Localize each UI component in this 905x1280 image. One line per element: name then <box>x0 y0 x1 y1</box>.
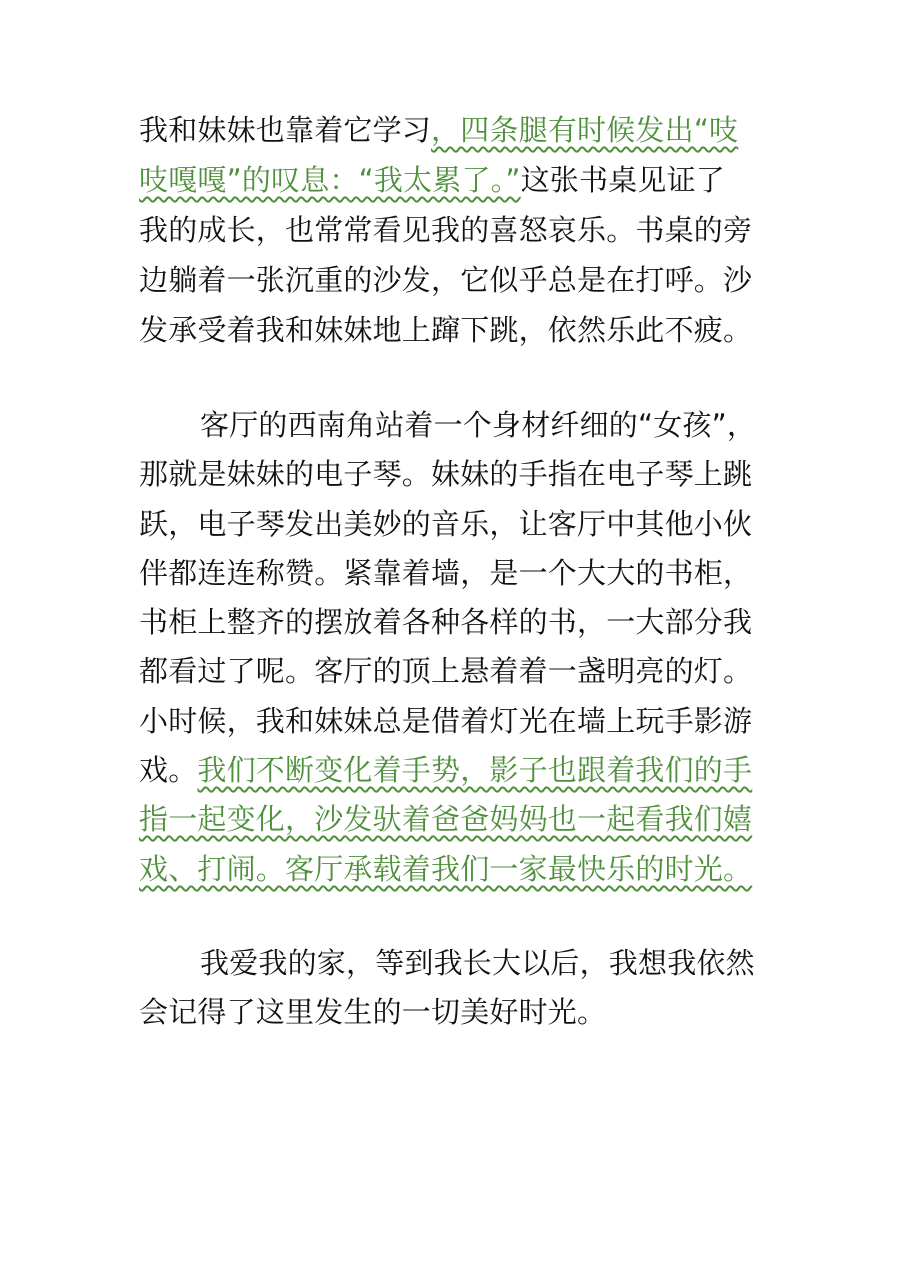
paragraph-2-line-4 <box>139 555 752 591</box>
paragraph-1-line-3 <box>139 212 752 248</box>
paragraph-2-line-5 <box>139 604 752 640</box>
paragraph-3-line-1 <box>200 945 755 981</box>
text-run: 客厅的西南角站着一个身材纤细的“女孩”， <box>200 408 757 442</box>
text-run: 伴都连连称赞。紧靠着墙，是一个大大的书柜， <box>139 556 753 590</box>
highlighted-text-run: 指一起变化，沙发驮着爸爸妈妈也一起看我们嬉 <box>139 802 753 836</box>
paragraph-2-line-2 <box>139 456 752 492</box>
text-run: 戏。 <box>139 753 198 787</box>
text-run: 我爱我的家，等到我长大以后，我想我依然 <box>200 946 755 980</box>
text-run: 书柜上整齐的摆放着各种各样的书，一大部分我 <box>139 605 753 639</box>
highlighted-text-run: 吱嘎嘎”的叹息：“我太累了。” <box>139 163 521 197</box>
text-run: 发承受着我和妹妹地上蹿下跳，依然乐此不疲。 <box>139 313 753 347</box>
paragraph-1-line-1 <box>139 112 738 148</box>
text-run: 跃，电子琴发出美妙的音乐，让客厅中其他小伙 <box>139 507 753 541</box>
paragraph-2-line-10 <box>139 851 752 887</box>
text-run: 小时候，我和妹妹总是借着灯光在墙上玩手影游 <box>139 704 753 738</box>
text-run: 我和妹妹也靠着它学习 <box>139 113 432 147</box>
paragraph-2-line-6 <box>139 653 752 689</box>
highlighted-text-run: 我们不断变化着手势，影子也跟着我们的手 <box>197 753 753 787</box>
paragraph-2-line-1 <box>200 407 756 443</box>
paragraph-3-line-2 <box>139 994 606 1030</box>
text-run: 边躺着一张沉重的沙发，它似乎总是在打呼。沙 <box>139 263 753 297</box>
text-run: 会记得了这里发生的一切美好时光。 <box>139 995 607 1029</box>
text-run: 那就是妹妹的电子琴。妹妹的手指在电子琴上跳 <box>139 457 753 491</box>
paragraph-2-line-8 <box>139 752 752 788</box>
paragraph-2-line-9 <box>139 801 752 837</box>
highlighted-text-run: 戏、打闹。客厅承载着我们一家最快乐的时光。 <box>139 852 753 886</box>
text-run: 我的成长，也常常看见我的喜怒哀乐。书桌的旁 <box>139 213 753 247</box>
paragraph-2-line-3 <box>139 506 752 542</box>
text-run: 都看过了呢。客厅的顶上悬着着一盏明亮的灯。 <box>139 654 753 688</box>
paragraph-1-line-2 <box>139 162 725 198</box>
text-run: 这张书桌见证了 <box>520 163 725 197</box>
highlighted-text-run: ，四条腿有时候发出“吱 <box>431 113 739 147</box>
paragraph-2-line-7 <box>139 703 752 739</box>
paragraph-1-line-5 <box>139 312 752 348</box>
paragraph-1-line-4 <box>139 262 752 298</box>
